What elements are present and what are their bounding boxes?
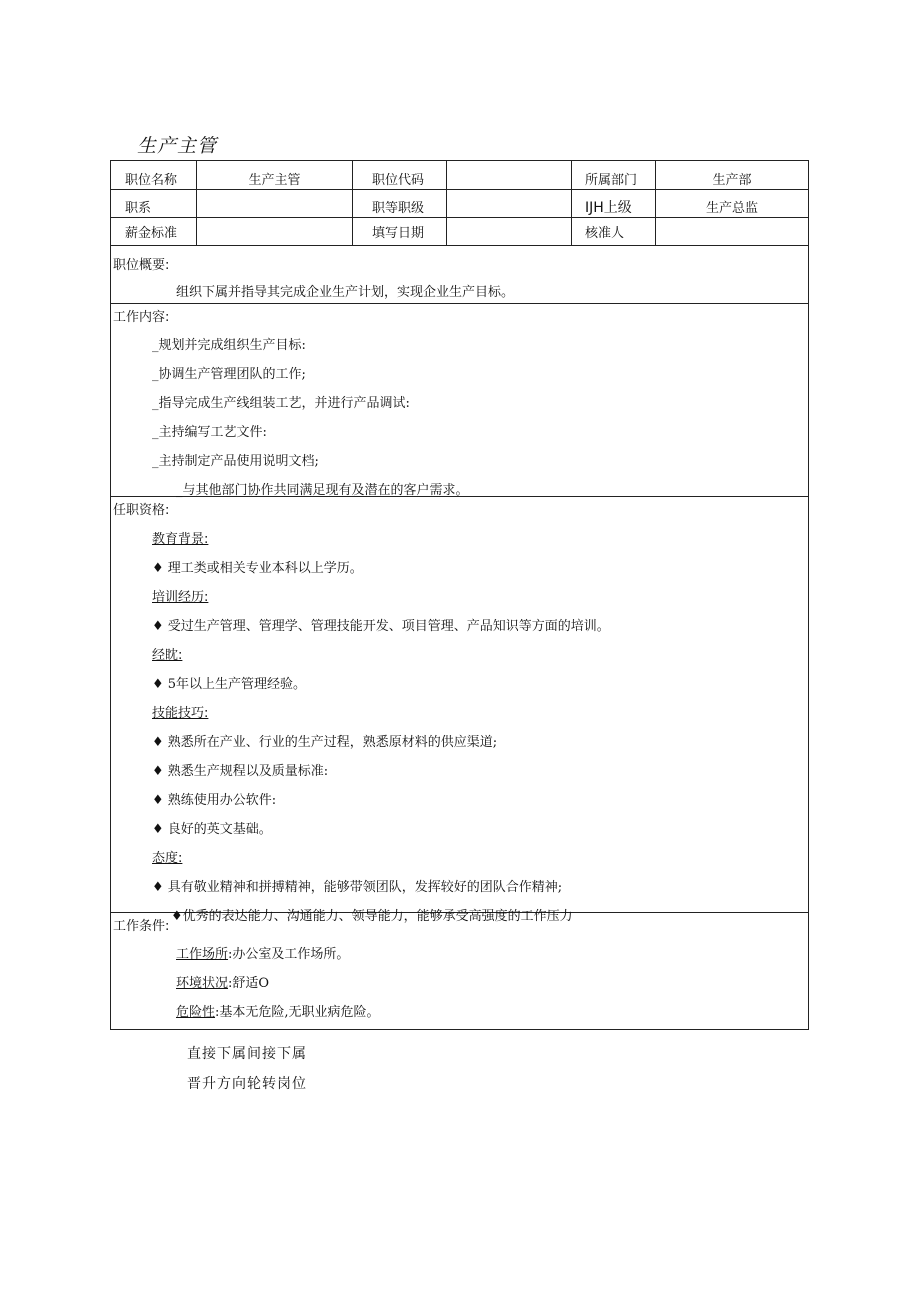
overview-text: 组织下属并指导其完成企业生产计划，实现企业生产目标。 — [176, 285, 515, 300]
overview-label: 职位概要: — [113, 258, 170, 273]
training-title: 培训经历: — [152, 590, 209, 605]
department-value: 生产部 — [712, 173, 752, 188]
experience-item: ♦ 5年以上生产管理经验。 — [152, 677, 307, 692]
training-item: ♦ 受过生产管理、管理学、管理技能开发、项目管理、产品知识等方面的培训。 — [152, 619, 610, 634]
approver-label: 核准人 — [585, 226, 625, 241]
duty-item: _规划并完成组织生产目标: — [152, 338, 306, 353]
superior-label: IJH上级 — [585, 200, 632, 216]
experience-title: 经眈: — [152, 648, 183, 663]
position-name-value: 生产主管 — [248, 173, 301, 188]
job-description-table — [110, 160, 809, 1030]
risk-value: :基本无危险,无职业病危险。 — [215, 1005, 380, 1020]
salary-label: 薪金标准 — [125, 226, 178, 241]
promotion-line: 晋升方向轮转岗位 — [187, 1076, 307, 1092]
superior-value: 生产总监 — [705, 201, 758, 216]
attitude-item: ♦ 具有敬业精神和拼搏精神，能够带领团队，发挥较好的团队合作精神; — [152, 880, 563, 895]
position-name-label: 职位名称 — [125, 173, 178, 188]
department-label: 所属部门 — [585, 173, 638, 188]
work-place — [176, 943, 349, 962]
skills-title: 技能技巧: — [152, 706, 209, 721]
job-family-label: 职系 — [125, 201, 152, 216]
row-divider — [111, 245, 808, 246]
environment — [176, 972, 269, 991]
subordinates-line: 直接下属间接下属 — [187, 1046, 307, 1062]
skills-item: ♦ 良好的英文基础。 — [152, 822, 272, 837]
environment-value: :舒适O — [228, 976, 270, 991]
conditions-label: 工作条件: — [113, 919, 170, 934]
duty-item: _与其他部门协作共同满足现有及潜在的客户需求。 — [176, 483, 469, 498]
qualifications-label: 任职资格: — [113, 503, 170, 518]
education-title: 教育背景: — [152, 532, 209, 547]
duty-item: _主持编写工艺文件: — [152, 425, 267, 440]
duties-label: 工作内容: — [113, 310, 170, 325]
position-code-label: 职位代码 — [372, 173, 425, 188]
section-divider — [111, 303, 808, 304]
work-place-value: :办公室及工作场所。 — [228, 947, 350, 962]
attitude-item: ♦优秀的表达能力、沟通能力、领导能力，能够承受高强度的工作压力 — [171, 909, 573, 924]
skills-item: ♦ 熟悉所在产业、行业的生产过程，熟悉原材料的供应渠道; — [152, 735, 498, 750]
grade-label: 职等职级 — [372, 201, 425, 216]
environment-label: 环境状况 — [176, 976, 229, 991]
fill-date-label: 填写日期 — [372, 226, 425, 241]
col-divider — [446, 161, 447, 245]
risk-label: 危险性 — [176, 1005, 216, 1020]
skills-item: ♦ 熟练使用办公软件: — [152, 793, 277, 808]
row-divider — [111, 189, 808, 190]
duty-item: _主持制定产品使用说明文档; — [152, 454, 319, 469]
duty-item: _指导完成生产线组装工艺，并进行产品调试: — [152, 396, 410, 411]
row-divider — [111, 217, 808, 218]
duty-item: _协调生产管理团队的工作; — [152, 367, 306, 382]
education-item: ♦ 理工类或相关专业本科以上学历。 — [152, 561, 363, 576]
document-title: 生产主管 — [137, 135, 218, 157]
risk — [176, 1001, 380, 1020]
col-divider — [352, 161, 353, 245]
col-divider — [571, 161, 572, 245]
attitude-title: 态度: — [152, 851, 183, 866]
work-place-label: 工作场所 — [176, 947, 229, 962]
clipped-row — [111, 900, 808, 924]
skills-item: ♦ 熟悉生产规程以及质量标准: — [152, 764, 329, 779]
